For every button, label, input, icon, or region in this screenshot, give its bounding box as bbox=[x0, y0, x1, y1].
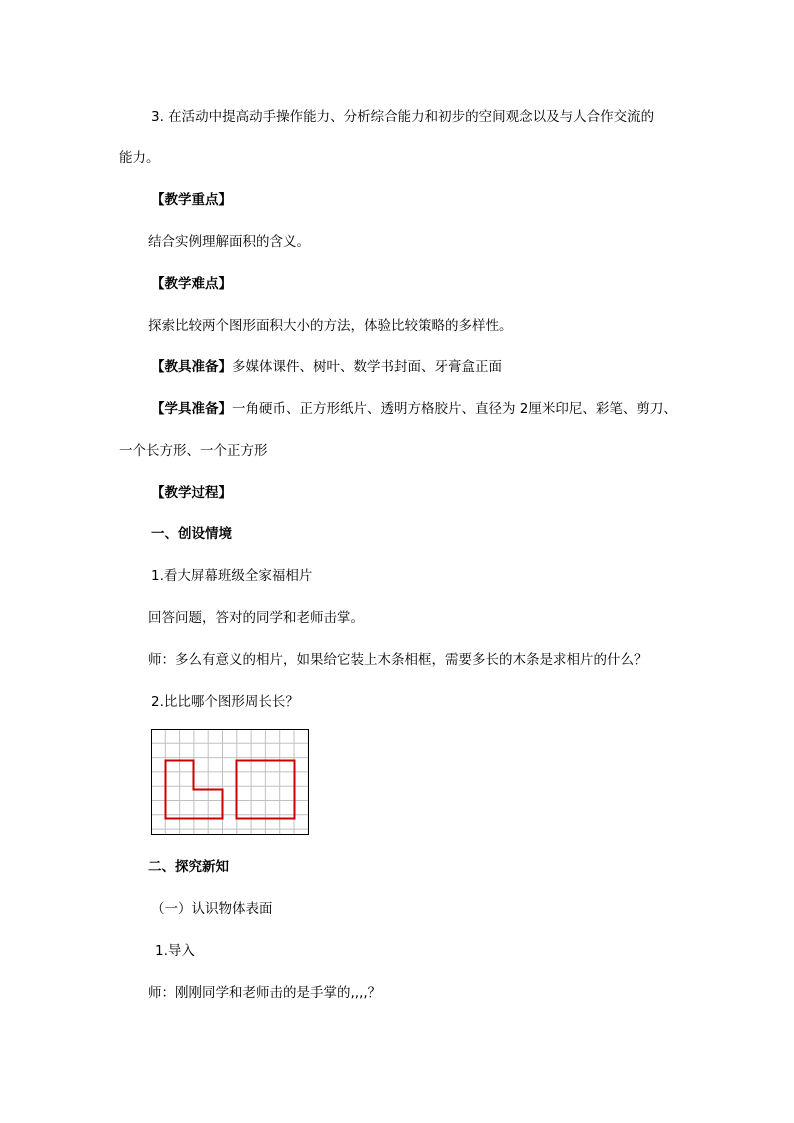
teacher-tools-text: 多媒体课件、树叶、数学书封面、牙膏盒正面 bbox=[232, 359, 502, 375]
section-2-title: 二、探究新知 bbox=[148, 859, 229, 875]
key-point-heading: 【教学重点】 bbox=[151, 192, 232, 208]
student-tools-line bbox=[151, 400, 677, 418]
process-heading: 【教学过程】 bbox=[151, 485, 232, 501]
teacher-tools-heading: 【教具准备】 bbox=[151, 359, 232, 375]
objective-3-line: 3. 在活动中提高动手操作能力、分析综合能力和初步的空间观念以及与人合作交流的 bbox=[151, 109, 655, 125]
step-1-title: 1.看大屏幕班级全家福相片 bbox=[151, 568, 313, 584]
intro-title: 1.导入 bbox=[155, 943, 195, 959]
perimeter-comparison-figure bbox=[151, 729, 309, 835]
subsection-1-title: （一）认识物体表面 bbox=[151, 901, 273, 917]
step-2-title: 2.比比哪个图形周长长？ bbox=[151, 694, 299, 710]
teacher-question-2: 师：刚刚同学和老师击的是手掌的,,,,？ bbox=[148, 985, 382, 1001]
section-1-title: 一、创设情境 bbox=[151, 526, 232, 542]
step-1-text: 回答问题，答对的同学和老师击掌。 bbox=[148, 610, 364, 626]
student-tools-text: 一角硬币、正方形纸片、透明方格胶片、直径为 2厘米印尼、彩笔、剪刀、 bbox=[232, 401, 677, 417]
teacher-question-1: 师：多么有意义的相片，如果给它装上木条相框，需要多长的木条是求相片的什么？ bbox=[148, 652, 648, 668]
key-point-text: 结合实例理解面积的含义。 bbox=[148, 234, 310, 250]
teacher-tools-line bbox=[151, 358, 502, 376]
student-tools-continuation: 一个长方形、一个正方形 bbox=[119, 443, 268, 459]
difficulty-heading: 【教学难点】 bbox=[151, 276, 232, 292]
objective-3-continuation: 能力。 bbox=[119, 150, 160, 166]
difficulty-text: 探索比较两个图形面积大小的方法，体验比较策略的多样性。 bbox=[148, 318, 513, 334]
student-tools-heading: 【学具准备】 bbox=[151, 401, 232, 417]
